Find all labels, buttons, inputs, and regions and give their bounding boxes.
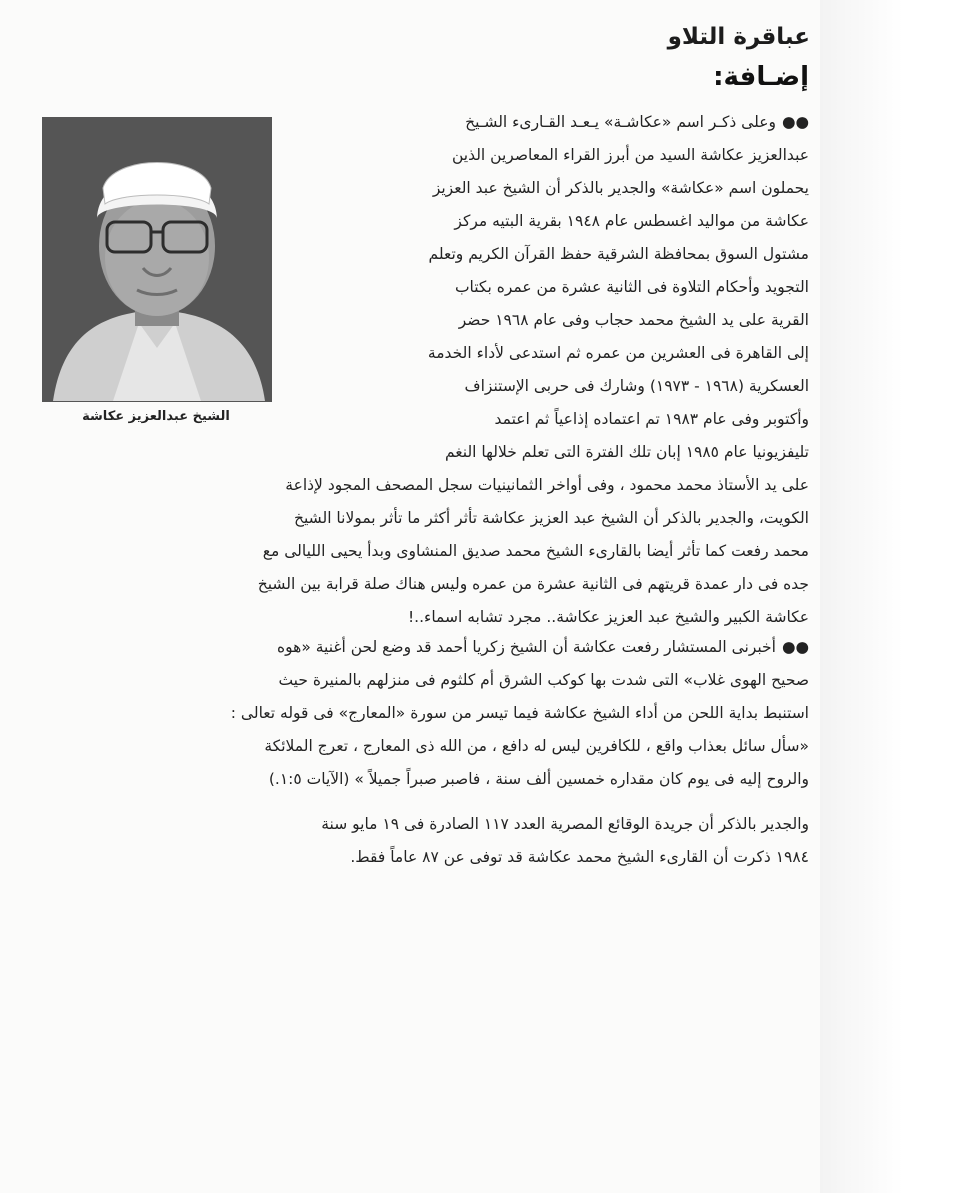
running-head: عباقرة التلاو bbox=[667, 24, 810, 50]
text-line: العسكرية (١٩٦٨ - ١٩٧٣) وشارك فى حربى الإستنزاف bbox=[464, 377, 809, 395]
page-margin-shadow bbox=[820, 0, 959, 1193]
paragraph-1-full-width bbox=[174, 469, 809, 634]
text-line: ١٩٨٤ ذكرت أن القارىء الشيخ محمد عكاشة قد توفى عن ٨٧ عاماً فقط. bbox=[350, 848, 809, 866]
text-line: عكاشة من مواليد اغسطس عام ١٩٤٨ بقرية البتيه مركز bbox=[454, 212, 809, 230]
bullet-icon: ●● bbox=[781, 638, 809, 656]
text-line: محمد رفعت كما تأثر أيضا بالقارىء الشيخ محمد صديق المنشاوى وبدأ يحيى الليالى مع bbox=[262, 542, 809, 560]
text-line: والجدير بالذكر أن جريدة الوقائع المصرية العدد ١١٧ الصادرة فى ١٩ مايو سنة bbox=[321, 815, 809, 833]
paragraph-3 bbox=[174, 808, 809, 874]
photo-caption: الشيخ عبدالعزيز عكاشة bbox=[82, 409, 230, 424]
text-line: إلى القاهرة فى العشرين من عمره ثم استدعى لأداء الخدمة bbox=[427, 344, 809, 362]
text-line: «سأل سائل بعذاب واقع ، للكافرين ليس له دافع ، من الله ذى المعارج ، تعرج الملائكة bbox=[264, 737, 809, 755]
text-line: التجويد وأحكام التلاوة فى الثانية عشرة من عمره بكتاب bbox=[454, 278, 809, 296]
text-line: تليفزيونيا عام ١٩٨٥ إبان تلك الفترة التى تعلم خلالها النغم bbox=[444, 443, 809, 461]
text-line: الكويت، والجدير بالذكر أن الشيخ عبد العزيز عكاشة تأثر أكثر ما تأثر بمولانا الشيخ bbox=[293, 509, 809, 527]
text-line: استنبط بداية اللحن من أداء الشيخ عكاشة فيما تيسر من سورة «المعارج» فى قوله تعالى : bbox=[230, 704, 809, 722]
section-title: إضـافة: bbox=[713, 62, 809, 92]
portrait-illustration bbox=[43, 118, 271, 401]
text-line: مشتول السوق بمحافظة الشرقية حفظ القرآن الكريم وتعلم bbox=[428, 245, 809, 263]
text-line: وأكتوبر وفى عام ١٩٨٣ تم اعتماده إذاعياً ثم اعتمد bbox=[494, 410, 809, 428]
text-line: عبدالعزيز عكاشة السيد من أبرز القراء المعاصرين الذين bbox=[451, 146, 809, 164]
text-line: ●●وعلى ذكـر اسم «عكاشـة» يـعـد القـارىء الشـيخ bbox=[465, 113, 809, 131]
text-line: صحيح الهوى غلاب» التى شدت بها كوكب الشرق أم كلثوم فى منزلهم بالمنيرة حيث bbox=[278, 671, 809, 689]
bullet-icon: ●● bbox=[781, 113, 809, 131]
text-line: يحملون اسم «عكاشة» والجدير بالذكر أن الشيخ عبد العزيز bbox=[432, 179, 809, 197]
text-line: على يد الأستاذ محمد محمود ، وفى أواخر الثمانينيات سجل المصحف المجود لإذاعة bbox=[285, 476, 809, 494]
text-line: والروح إليه فى يوم كان مقداره خمسين ألف سنة ، فاصبر صبراً جميلاً » (الآيات ١:٥.) bbox=[268, 770, 809, 788]
paragraph-2 bbox=[174, 631, 809, 796]
text-line: ●●أخبرنى المستشار رفعت عكاشة أن الشيخ زكريا أحمد قد وضع لحن أغنية «هوه bbox=[277, 638, 809, 656]
portrait-photo bbox=[42, 117, 272, 402]
text-line: القرية على يد الشيخ محمد حجاب وفى عام ١٩٦٨ حضر bbox=[458, 311, 809, 329]
text-line: جده فى دار عمدة قريتهم فى الثانية عشرة من عمره وليس هناك صلة قرابة بين الشيخ bbox=[257, 575, 809, 593]
text-line: عكاشة الكبير والشيخ عبد العزيز عكاشة.. مجرد تشابه اسماء..! bbox=[407, 608, 809, 626]
paragraph-1-beside-photo bbox=[309, 106, 809, 469]
